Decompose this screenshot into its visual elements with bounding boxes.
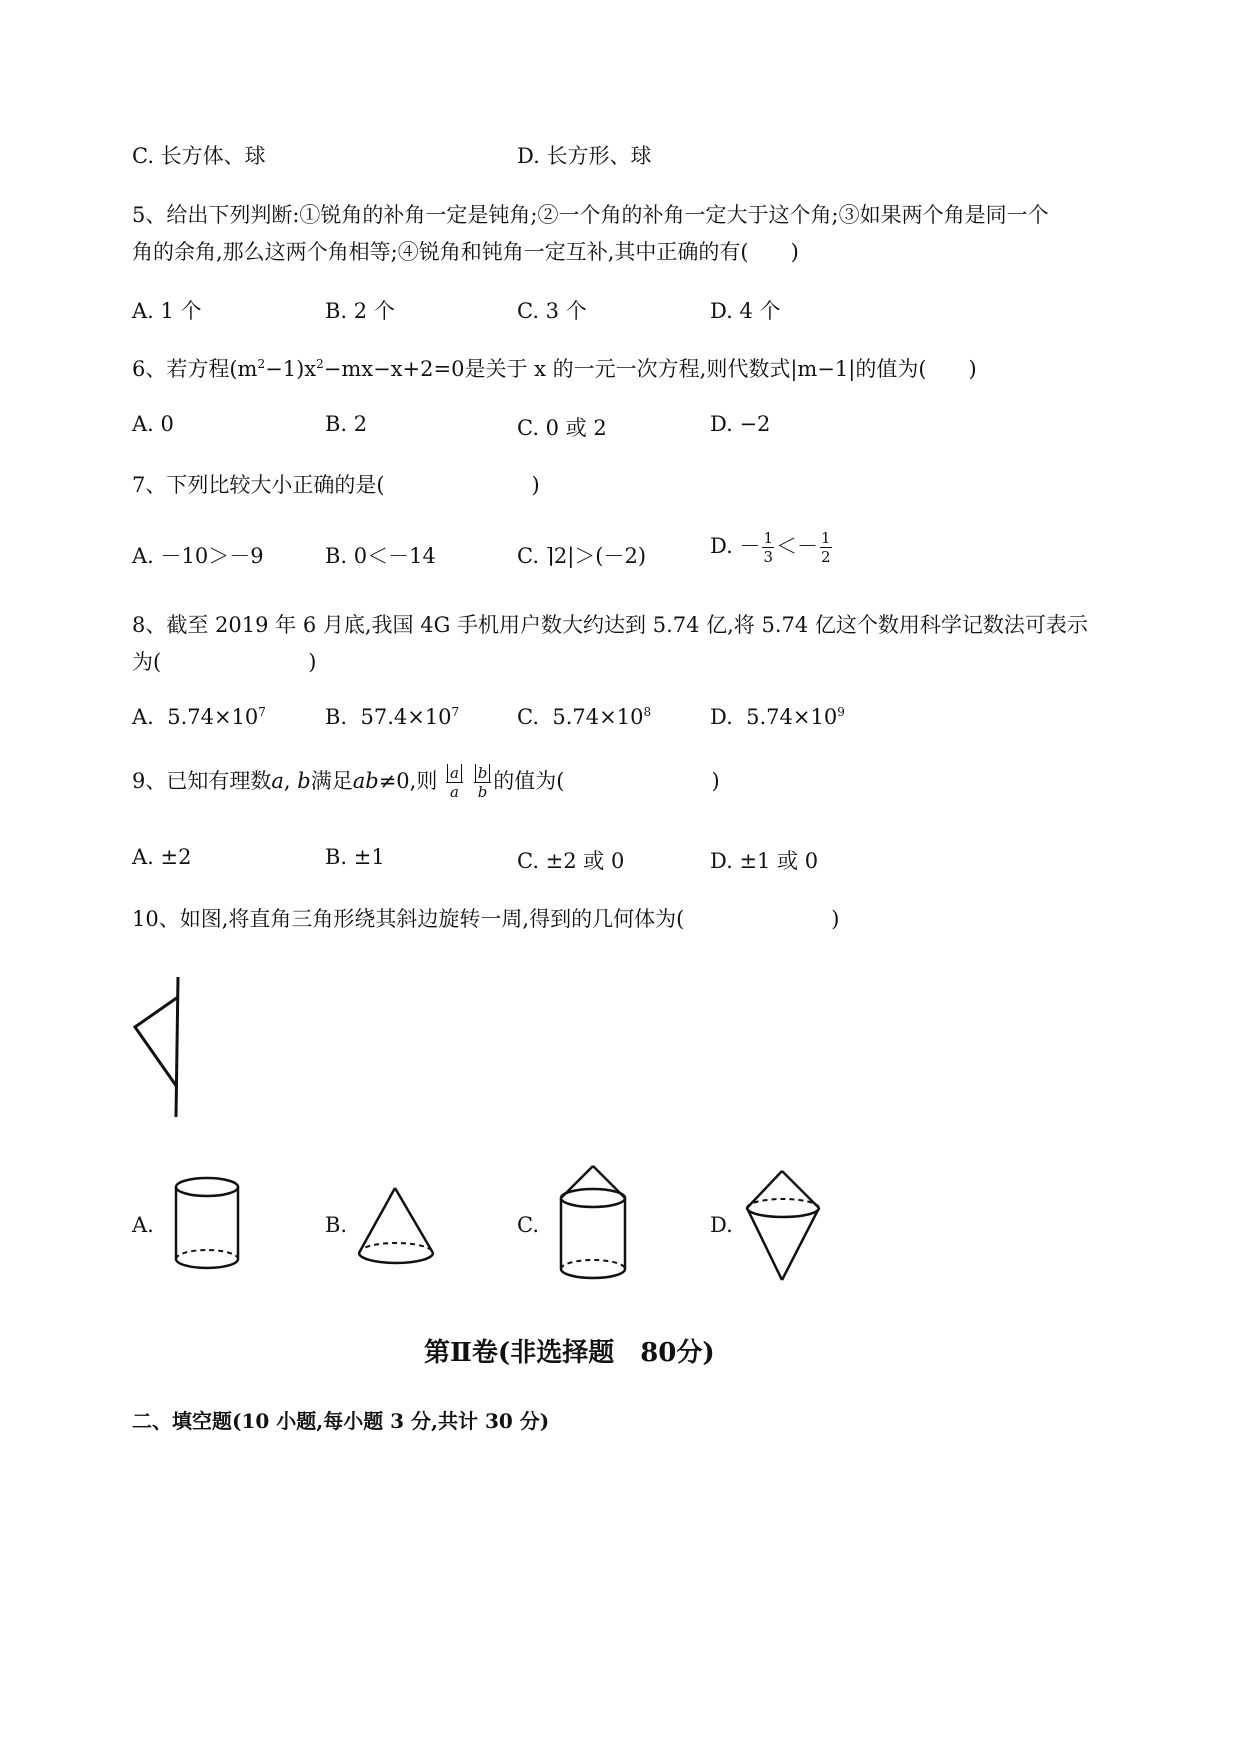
q10-option-b: B. [325, 1213, 348, 1237]
part-heading: 二、填空题(10 小题,每小题 3 分,共计 30 分) [132, 1409, 550, 1433]
q4-option-d: D. 长方形、球 [517, 144, 652, 168]
q6-option-c: C. 0 或 2 [517, 416, 607, 440]
q10-option-c: C. [517, 1213, 539, 1237]
q6-option-b: B. 2 [325, 412, 368, 436]
cylinder-figure [170, 1175, 245, 1275]
q6-option-d: D. −2 [710, 412, 771, 436]
fraction-abs-b-over-b: $\frac{b}{b}$ [474, 766, 492, 800]
q7-option-a: A. －10＞－9 [132, 544, 264, 568]
q9-option-d: D. ±1 或 0 [710, 849, 819, 873]
q6-stem: 6、若方程$(m^2-1)x^2-mx-x+2=0$是关于 x 的一元一次方程,则代数式|m−1|的值为( ) [132, 357, 977, 381]
q5-stem-line2: 角的余角,那么这两个角相等;④锐角和钝角一定互补,其中正确的有( ) [132, 240, 799, 264]
q8-stem-line1: 8、截至 2019 年 6 月底,我国 4G 手机用户数大约达到 5.74 亿,将 5.74 亿这个数用科学记数法可表示 [132, 613, 1088, 637]
q9-stem: 9、已知有理数a, b满足ab≠0,则 $\frac{a}{a}$ $\frac{b}{b}$ 的值为( ) [132, 763, 720, 801]
cone-on-cylinder-figure [555, 1163, 635, 1288]
q7-option-c: C. ⌉2|＞(－2) [517, 544, 647, 568]
q9-option-b: B. ±1 [325, 845, 385, 869]
q5-option-d: D. 4 个 [710, 299, 781, 323]
right-triangle-figure [130, 975, 190, 1120]
section-title: 第Ⅱ卷(非选择题 80分) [424, 1338, 715, 1368]
q10-option-a: A. [132, 1213, 154, 1237]
q5-option-a: A. 1 个 [132, 299, 202, 323]
q6-option-a: A. 0 [132, 412, 174, 436]
q9-option-c: C. ±2 或 0 [517, 849, 625, 873]
double-cone-figure [742, 1168, 827, 1288]
q8-option-d: D. $5.74\times 10^9$ [710, 705, 845, 729]
q4-option-c: C. 长方体、球 [132, 144, 266, 168]
q8-option-b: B. $57.4\times 10^7$ [325, 705, 460, 729]
q5-option-b: B. 2 个 [325, 299, 395, 323]
q8-option-a: A. $5.74\times 10^7$ [132, 705, 266, 729]
cone-figure [355, 1185, 440, 1275]
q10-stem: 10、如图,将直角三角形绕其斜边旋转一周,得到的几何体为( ) [132, 907, 840, 931]
q7-option-b: B. 0＜－14 [325, 544, 436, 568]
q8-stem-line2: 为( ) [132, 650, 317, 674]
fraction-abs-a-over-a: $\frac{a}{a}$ [446, 766, 463, 800]
q7-stem: 7、下列比较大小正确的是( ) [132, 473, 540, 497]
q7-option-d: D. － $\frac{1}{3}$ ＜－ $\frac{1}{2}$ [710, 528, 831, 566]
q5-option-c: C. 3 个 [517, 299, 587, 323]
q9-option-a: A. ±2 [132, 845, 192, 869]
fraction: $\frac{1}{3}$ [763, 528, 773, 566]
q10-option-d: D. [710, 1213, 733, 1237]
fraction: $\frac{1}{2}$ [821, 528, 831, 566]
q5-stem-line1: 5、给出下列判断:①锐角的补角一定是钝角;②一个角的补角一定大于这个角;③如果两个角是同一个 [132, 203, 1049, 227]
q8-option-c: C. $5.74\times 10^8$ [517, 705, 652, 729]
